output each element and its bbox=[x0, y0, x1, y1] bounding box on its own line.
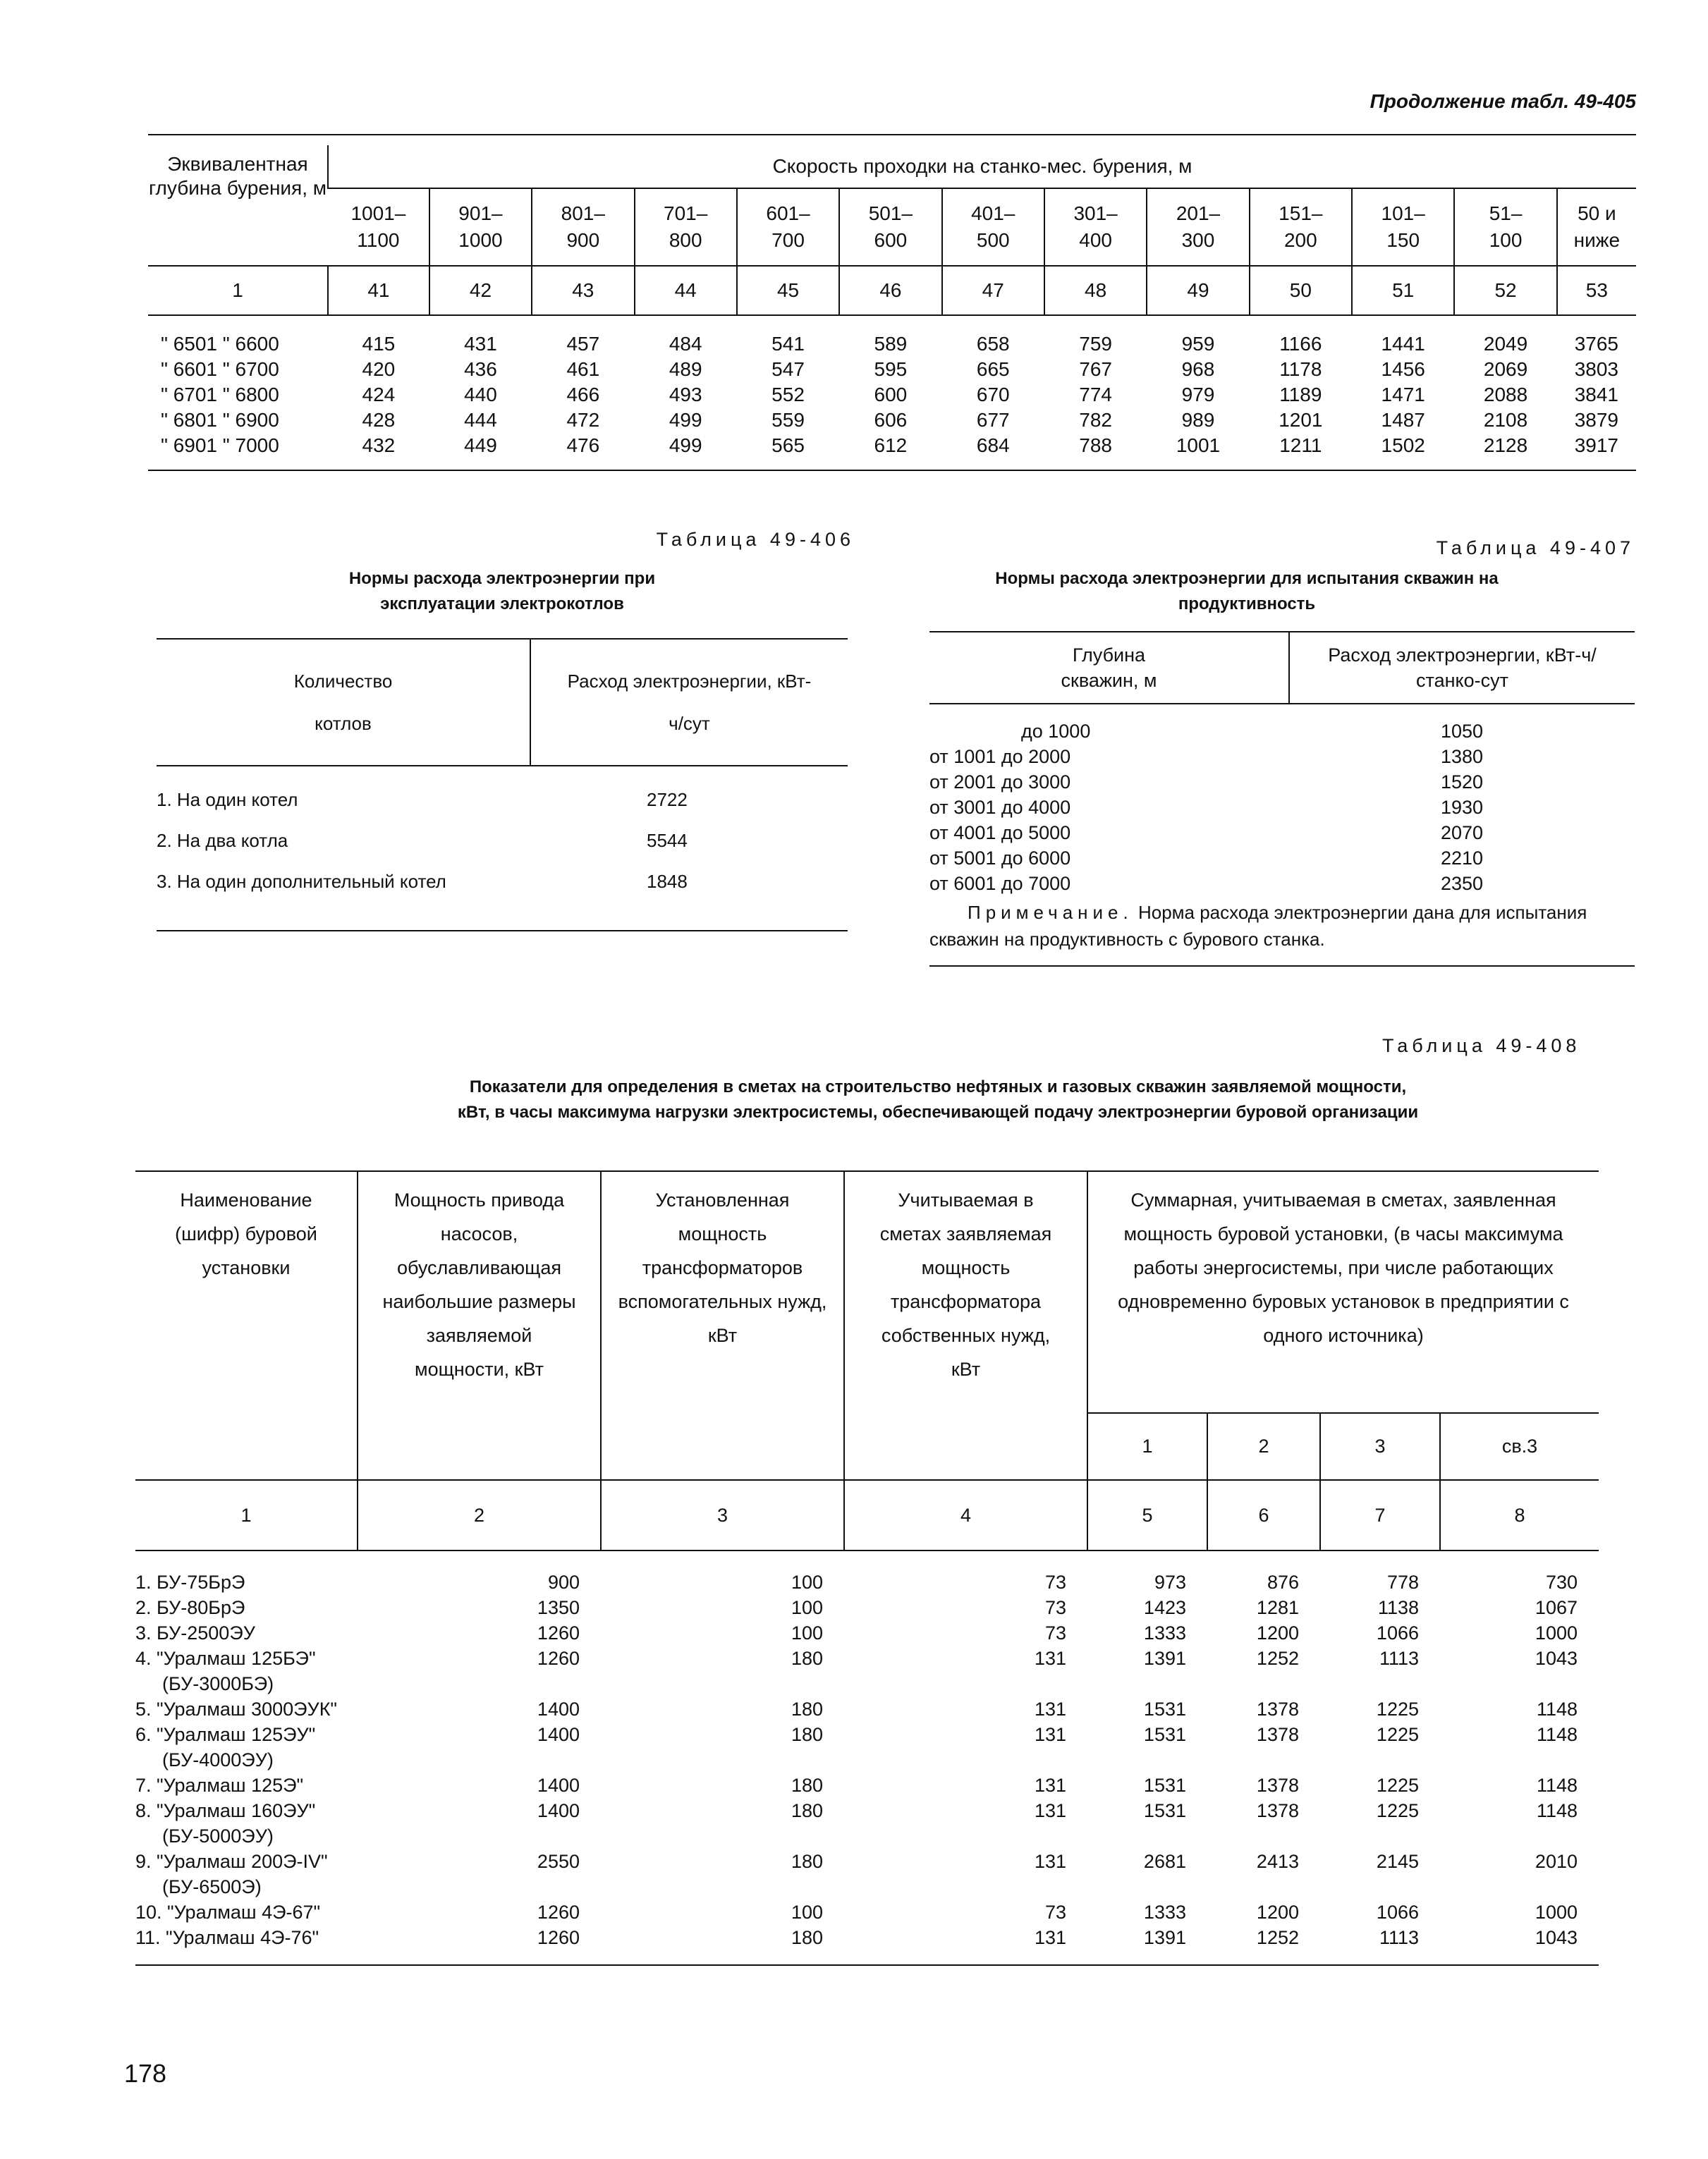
t408-cell: 1066 bbox=[1376, 1622, 1419, 1644]
t405-cell: 499 bbox=[669, 409, 702, 431]
table-row bbox=[148, 357, 1636, 382]
t408-cell: 100 bbox=[791, 1572, 823, 1593]
table-405 bbox=[148, 145, 1636, 458]
t405-cell: 3841 bbox=[1574, 384, 1619, 405]
t405-cell: 2128 bbox=[1483, 434, 1528, 456]
table-405-bottom-rule bbox=[148, 470, 1636, 471]
t405-col-number: 49 bbox=[1147, 266, 1249, 315]
t407-value: 2070 bbox=[1440, 822, 1484, 843]
t408-cell: 1400 bbox=[537, 1724, 580, 1745]
t405-cell: 677 bbox=[976, 409, 1010, 431]
t405-cell: 1502 bbox=[1381, 434, 1425, 456]
t408-unit-name: 7. "Уралмаш 125Э" bbox=[135, 1775, 304, 1796]
t407-value: 1520 bbox=[1440, 771, 1484, 793]
t408-cell: 73 bbox=[1044, 1572, 1066, 1593]
t408-unit-name: 11. "Уралмаш 4Э-76" bbox=[135, 1927, 319, 1948]
t408-cell: 1531 bbox=[1143, 1800, 1186, 1821]
t408-cell: 180 bbox=[791, 1648, 823, 1669]
t408-cell: 1000 bbox=[1535, 1622, 1578, 1644]
t408-cell: 1043 bbox=[1535, 1648, 1578, 1669]
t408-cell: 1200 bbox=[1256, 1622, 1299, 1644]
table-407 bbox=[929, 537, 1635, 967]
t408-cell: 180 bbox=[791, 1800, 823, 1821]
t408-title: Показатели для определения в сметах на строительство нефтяных и газовых скважин заявляемой мощности, кВт, в часы максимума нагрузки электросистемы, обеспечивающей подачу электроэнергии буровой организации bbox=[457, 1077, 1419, 1122]
t408-unit-name: 5. "Уралмаш 3000ЭУК" bbox=[135, 1699, 338, 1720]
page-number: 178 bbox=[124, 2059, 167, 2088]
t408-cell: 2413 bbox=[1256, 1851, 1299, 1872]
t408-cell: 730 bbox=[1545, 1572, 1578, 1593]
t406-row-value: 1848 bbox=[647, 870, 688, 892]
t405-cell: 436 bbox=[464, 358, 497, 380]
t408-cell: 1423 bbox=[1143, 1597, 1186, 1618]
table-405-top-rule bbox=[148, 134, 1636, 135]
t405-cell: 1441 bbox=[1381, 333, 1425, 355]
t407-header-depth: Глубина скважин, м bbox=[929, 632, 1289, 704]
t405-cell: 415 bbox=[362, 333, 396, 355]
t405-cell: 600 bbox=[874, 384, 908, 405]
t406-caption: Таблица 49-406 bbox=[656, 529, 855, 550]
t405-cell: 476 bbox=[566, 434, 600, 456]
table-row bbox=[135, 1773, 1599, 1798]
t405-cell: 1201 bbox=[1279, 409, 1323, 431]
t405-depth-label: " 6901 " 7000 bbox=[161, 434, 279, 456]
t408-unit-name: 6. "Уралмаш 125ЭУ" (БУ-4000ЭУ) bbox=[135, 1724, 316, 1770]
t408-cell: 1225 bbox=[1376, 1800, 1419, 1821]
page-header: Продолжение табл. 49-405 bbox=[1370, 90, 1636, 112]
t405-col-number: 51 bbox=[1352, 266, 1454, 315]
t408-cell: 1148 bbox=[1536, 1699, 1578, 1720]
t408-cell: 1067 bbox=[1535, 1597, 1578, 1618]
t408-subheader: св.3 bbox=[1440, 1413, 1599, 1480]
t408-cell: 1378 bbox=[1256, 1800, 1299, 1821]
table-406 bbox=[157, 529, 855, 931]
t408-cell: 1531 bbox=[1143, 1724, 1186, 1745]
t405-range-header: 1001–1100 bbox=[350, 202, 406, 251]
t405-cell: 684 bbox=[976, 434, 1010, 456]
table-row bbox=[135, 1696, 1599, 1722]
t408-cell: 100 bbox=[791, 1622, 823, 1644]
t405-range-header: 301–400 bbox=[1044, 188, 1147, 266]
t408-cell: 131 bbox=[1034, 1800, 1066, 1821]
t408-cell: 1225 bbox=[1376, 1775, 1419, 1796]
table-row bbox=[135, 1646, 1599, 1696]
t408-unit-name: 1. БУ-75БрЭ bbox=[135, 1572, 245, 1593]
t405-cell: 440 bbox=[464, 384, 497, 405]
t405-cell: 658 bbox=[976, 333, 1010, 355]
t405-col-number: 53 bbox=[1557, 266, 1636, 315]
t405-cell: 1456 bbox=[1381, 358, 1425, 380]
table-row bbox=[148, 331, 1636, 357]
t405-cell: 431 bbox=[464, 333, 497, 355]
t405-cell: 1487 bbox=[1381, 409, 1425, 431]
t405-range-header: 151–200 bbox=[1250, 188, 1352, 266]
t405-col-number: 41 bbox=[328, 266, 429, 315]
table-row bbox=[135, 1900, 1599, 1925]
t408-cell: 1391 bbox=[1143, 1927, 1186, 1948]
t405-cell: 3879 bbox=[1574, 409, 1619, 431]
t408-cell: 1148 bbox=[1536, 1775, 1578, 1796]
t405-cell: 2108 bbox=[1483, 409, 1528, 431]
t407-caption: Таблица 49-407 bbox=[1436, 537, 1635, 558]
table-row bbox=[929, 820, 1635, 845]
t407-note-text: Норма расхода электроэнергии дана для испытания скважин на продуктивность с бурового станка. bbox=[929, 902, 1587, 950]
t405-cell: 499 bbox=[669, 434, 702, 456]
t405-cell: 1001 bbox=[1176, 434, 1221, 456]
t408-unit-name: 2. БУ-80БрЭ bbox=[135, 1597, 245, 1618]
t407-note-label: Примечание. bbox=[968, 902, 1133, 923]
t405-cell: 449 bbox=[464, 434, 497, 456]
table-row bbox=[157, 861, 848, 902]
t405-range-header: 50 и ниже bbox=[1557, 188, 1636, 266]
t405-cell: 565 bbox=[771, 434, 805, 456]
t405-cell: 1166 bbox=[1279, 333, 1322, 355]
t408-col-number: 4 bbox=[844, 1480, 1087, 1551]
t405-col-number: 44 bbox=[635, 266, 737, 315]
t405-col-number: 52 bbox=[1454, 266, 1556, 315]
t408-header-transformers: Установленная мощность трансформаторов вспомогательных нужд, кВт bbox=[601, 1170, 844, 1480]
t405-col-number: 42 bbox=[429, 266, 532, 315]
t408-cell: 1531 bbox=[1143, 1775, 1186, 1796]
t408-cell: 1000 bbox=[1535, 1902, 1578, 1923]
t407-value: 1380 bbox=[1440, 746, 1484, 767]
t405-cell: 3917 bbox=[1574, 434, 1619, 456]
t408-header-pump: Мощность привода насосов, обуславливающая наибольшие размеры заявляемой мощности, кВт bbox=[358, 1170, 601, 1480]
t408-cell: 1260 bbox=[537, 1927, 580, 1948]
t408-col-number: 6 bbox=[1207, 1480, 1320, 1551]
t408-cell: 778 bbox=[1386, 1572, 1419, 1593]
t408-cell: 131 bbox=[1034, 1648, 1066, 1669]
t407-depth: от 1001 до 2000 bbox=[929, 746, 1071, 767]
t408-cell: 1066 bbox=[1376, 1902, 1419, 1923]
t408-cell: 1260 bbox=[537, 1648, 580, 1669]
t407-value: 2210 bbox=[1440, 848, 1484, 869]
t407-title: Нормы расхода электроэнергии для испытания скважин на продуктивность bbox=[995, 569, 1499, 613]
t408-unit-name: 3. БУ-2500ЭУ bbox=[135, 1622, 255, 1644]
t405-cell: 559 bbox=[771, 409, 805, 431]
t408-unit-name: 4. "Уралмаш 125БЭ" (БУ-3000БЭ) bbox=[135, 1648, 316, 1694]
t405-col-number: 1 bbox=[148, 266, 328, 315]
t408-cell: 1260 bbox=[537, 1902, 580, 1923]
t408-cell: 1043 bbox=[1535, 1927, 1578, 1948]
t408-cell: 900 bbox=[547, 1572, 580, 1593]
t408-cell: 1138 bbox=[1377, 1597, 1419, 1618]
t405-cell: 788 bbox=[1079, 434, 1112, 456]
t408-cell: 2681 bbox=[1143, 1851, 1186, 1872]
t408-col-number: 8 bbox=[1440, 1480, 1599, 1551]
table-row bbox=[929, 795, 1635, 820]
t405-cell: 1189 bbox=[1279, 384, 1322, 405]
t408-cell: 131 bbox=[1034, 1851, 1066, 1872]
t405-cell: 979 bbox=[1181, 384, 1215, 405]
t405-cell: 428 bbox=[362, 409, 396, 431]
t405-cell: 541 bbox=[771, 333, 805, 355]
t405-cell: 2049 bbox=[1483, 333, 1528, 355]
t405-col-number: 46 bbox=[839, 266, 941, 315]
t405-range-header: 501–600 bbox=[839, 188, 941, 266]
t405-range-header: 801–900 bbox=[532, 188, 634, 266]
table-row bbox=[135, 1925, 1599, 1950]
t408-cell: 1113 bbox=[1379, 1927, 1419, 1948]
t405-col-number: 48 bbox=[1044, 266, 1147, 315]
t408-cell: 131 bbox=[1034, 1927, 1066, 1948]
t407-header-consumption: Расход электроэнергии, кВт-ч/станко-сут bbox=[1289, 632, 1635, 704]
t408-cell: 1391 bbox=[1143, 1648, 1186, 1669]
t408-cell: 1333 bbox=[1143, 1622, 1186, 1644]
t405-cell: 612 bbox=[874, 434, 908, 456]
table-row bbox=[929, 718, 1635, 744]
t408-cell: 1400 bbox=[537, 1699, 580, 1720]
t405-range-header: 201–300 bbox=[1147, 188, 1249, 266]
t408-cell: 1252 bbox=[1256, 1927, 1299, 1948]
t405-cell: 547 bbox=[771, 358, 805, 380]
t408-cell: 180 bbox=[791, 1724, 823, 1745]
t407-value: 1930 bbox=[1440, 797, 1484, 818]
t408-cell: 1531 bbox=[1143, 1699, 1186, 1720]
t405-cell: 670 bbox=[976, 384, 1010, 405]
t408-col-number: 3 bbox=[601, 1480, 844, 1551]
t408-cell: 180 bbox=[791, 1927, 823, 1948]
t408-cell: 1260 bbox=[537, 1622, 580, 1644]
t408-unit-name: 8. "Уралмаш 160ЭУ" (БУ-5000ЭУ) bbox=[135, 1800, 316, 1847]
t408-cell: 2550 bbox=[537, 1851, 580, 1872]
t405-cell: 595 bbox=[874, 358, 908, 380]
t408-cell: 1378 bbox=[1256, 1724, 1299, 1745]
t405-cell: 432 bbox=[362, 434, 396, 456]
t408-subheader: 1 bbox=[1087, 1413, 1207, 1480]
t405-col-number: 47 bbox=[942, 266, 1044, 315]
t405-cell: 1178 bbox=[1279, 358, 1322, 380]
t405-cell: 493 bbox=[669, 384, 702, 405]
t405-depth-label: " 6801 " 6900 bbox=[161, 409, 279, 431]
t405-cell: 3803 bbox=[1574, 358, 1619, 380]
t405-cell: 466 bbox=[566, 384, 600, 405]
t408-cell: 180 bbox=[791, 1775, 823, 1796]
t408-cell: 73 bbox=[1044, 1597, 1066, 1618]
t407-note bbox=[929, 899, 1635, 953]
t407-value: 2350 bbox=[1440, 873, 1484, 894]
t408-cell: 131 bbox=[1034, 1775, 1066, 1796]
table-row bbox=[135, 1570, 1599, 1595]
table-row bbox=[148, 408, 1636, 433]
t405-cell: 767 bbox=[1079, 358, 1112, 380]
t405-range-header: 701–800 bbox=[635, 188, 737, 266]
t406-row-label: 3. На один дополнительный котел bbox=[157, 870, 446, 892]
t408-cell: 1252 bbox=[1256, 1648, 1299, 1669]
t405-cell: 968 bbox=[1181, 358, 1215, 380]
t405-cell: 1471 bbox=[1381, 384, 1425, 405]
t408-cell: 1333 bbox=[1143, 1902, 1186, 1923]
t407-depth: до 1000 bbox=[1021, 721, 1091, 742]
t405-cell: 461 bbox=[566, 358, 600, 380]
t408-cell: 180 bbox=[791, 1851, 823, 1872]
t408-cell: 1225 bbox=[1376, 1724, 1419, 1745]
t408-subheader: 3 bbox=[1320, 1413, 1440, 1480]
t408-cell: 1113 bbox=[1379, 1648, 1419, 1669]
t408-cell: 973 bbox=[1154, 1572, 1186, 1593]
t406-header-count: Количество котлов bbox=[157, 639, 530, 766]
t405-depth-label: " 6501 " 6600 bbox=[161, 333, 279, 355]
t405-cell: 1211 bbox=[1279, 434, 1322, 456]
t408-subheader: 2 bbox=[1207, 1413, 1320, 1480]
t408-cell: 1225 bbox=[1376, 1699, 1419, 1720]
table-row bbox=[135, 1595, 1599, 1620]
t405-col-number: 50 bbox=[1250, 266, 1352, 315]
t408-cell: 131 bbox=[1034, 1699, 1066, 1720]
t408-cell: 73 bbox=[1044, 1622, 1066, 1644]
t407-depth: от 5001 до 6000 bbox=[929, 848, 1071, 869]
t405-col1-header: Эквивалентная глубина бурения, м bbox=[148, 153, 327, 199]
t405-range-header: 901–1000 bbox=[429, 188, 532, 266]
t408-cell: 100 bbox=[791, 1597, 823, 1618]
t408-cell: 1400 bbox=[537, 1800, 580, 1821]
t408-cell: 1400 bbox=[537, 1775, 580, 1796]
t406-row-label: 2. На два котла bbox=[157, 829, 288, 851]
t405-cell: 472 bbox=[566, 409, 600, 431]
t405-cell: 489 bbox=[669, 358, 702, 380]
t405-cell: 606 bbox=[874, 409, 908, 431]
t405-cell: 457 bbox=[566, 333, 600, 355]
t408-header-name: Наименование (шифр) буровой установки bbox=[175, 1189, 317, 1278]
t405-cell: 444 bbox=[464, 409, 497, 431]
table-408 bbox=[135, 1170, 1599, 1966]
t406-header-consumption: Расход электроэнергии, кВт-ч/сут bbox=[530, 639, 848, 766]
t405-cell: 665 bbox=[976, 358, 1010, 380]
t408-cell: 73 bbox=[1044, 1902, 1066, 1923]
t408-col-number: 5 bbox=[1087, 1480, 1207, 1551]
table-row bbox=[929, 871, 1635, 896]
t406-row-value: 5544 bbox=[647, 829, 688, 851]
t406-title: Нормы расхода электроэнергии при эксплуатации электрокотлов bbox=[348, 569, 656, 613]
t408-cell: 180 bbox=[791, 1699, 823, 1720]
t405-col-number: 43 bbox=[532, 266, 634, 315]
t405-cell: 424 bbox=[362, 384, 396, 405]
table-row bbox=[135, 1798, 1599, 1849]
t408-header-total: Суммарная, учитываемая в сметах, заявленная мощность буровой установки, (в часы максимума работы энергосистемы, при числе работающих одновременно буровых установок в предприятии с одного источника) bbox=[1087, 1170, 1599, 1413]
t405-col-number: 45 bbox=[737, 266, 839, 315]
table-row bbox=[148, 433, 1636, 458]
t405-depth-label: " 6601 " 6700 bbox=[161, 358, 279, 380]
t405-cell: 484 bbox=[669, 333, 702, 355]
table-row bbox=[929, 769, 1635, 795]
t408-cell: 2145 bbox=[1376, 1851, 1419, 1872]
t408-cell: 1148 bbox=[1536, 1724, 1578, 1745]
t408-unit-name: 10. "Уралмаш 4Э-67" bbox=[135, 1902, 321, 1923]
t408-cell: 1378 bbox=[1256, 1699, 1299, 1720]
t408-cell: 100 bbox=[791, 1902, 823, 1923]
t408-cell: 1148 bbox=[1536, 1800, 1578, 1821]
t405-cell: 759 bbox=[1079, 333, 1112, 355]
t406-row-value: 2722 bbox=[647, 788, 688, 810]
t408-cell: 1350 bbox=[537, 1597, 580, 1618]
t405-range-header: 401–500 bbox=[942, 188, 1044, 266]
t405-range-header: 601–700 bbox=[737, 188, 839, 266]
t406-row-label: 1. На один котел bbox=[157, 788, 298, 810]
t405-cell: 774 bbox=[1079, 384, 1112, 405]
t405-cell: 782 bbox=[1079, 409, 1112, 431]
t405-group-header: Скорость проходки на станко-мес. бурения, м bbox=[328, 145, 1636, 188]
t408-caption: Таблица 49-408 bbox=[1382, 1035, 1581, 1056]
t405-cell: 420 bbox=[362, 358, 396, 380]
t405-cell: 552 bbox=[771, 384, 805, 405]
t408-col-number: 1 bbox=[135, 1480, 358, 1551]
t408-cell: 876 bbox=[1267, 1572, 1299, 1593]
table-row bbox=[135, 1849, 1599, 1900]
t405-range-header: 101–150 bbox=[1352, 188, 1454, 266]
t408-header-accounted: Учитываемая в сметах заявляемая мощность трансформатора собственных нужд, кВт bbox=[844, 1170, 1087, 1480]
t408-cell: 1281 bbox=[1256, 1597, 1299, 1618]
t405-range-header: 51–100 bbox=[1454, 188, 1556, 266]
t408-col-number: 7 bbox=[1320, 1480, 1440, 1551]
t408-cell: 1378 bbox=[1256, 1775, 1299, 1796]
table-row bbox=[157, 820, 848, 861]
t407-depth: от 4001 до 5000 bbox=[929, 822, 1071, 843]
table-row bbox=[929, 845, 1635, 871]
t405-cell: 959 bbox=[1181, 333, 1215, 355]
t407-depth: от 2001 до 3000 bbox=[929, 771, 1071, 793]
table-row bbox=[929, 744, 1635, 769]
t408-unit-name: 9. "Уралмаш 200Э-IV" (БУ-6500Э) bbox=[135, 1851, 328, 1897]
t405-cell: 2088 bbox=[1483, 384, 1528, 405]
table-row bbox=[148, 382, 1636, 408]
t408-cell: 1200 bbox=[1256, 1902, 1299, 1923]
table-row bbox=[157, 779, 848, 820]
t405-cell: 989 bbox=[1181, 409, 1215, 431]
t405-cell: 589 bbox=[874, 333, 908, 355]
t408-col-number: 2 bbox=[358, 1480, 601, 1551]
t407-depth: от 6001 до 7000 bbox=[929, 873, 1071, 894]
t405-cell: 2069 bbox=[1483, 358, 1528, 380]
t407-depth: от 3001 до 4000 bbox=[929, 797, 1071, 818]
t408-cell: 2010 bbox=[1535, 1851, 1578, 1872]
t405-cell: 3765 bbox=[1574, 333, 1619, 355]
table-row bbox=[135, 1722, 1599, 1773]
table-row bbox=[135, 1620, 1599, 1646]
t405-depth-label: " 6701 " 6800 bbox=[161, 384, 279, 405]
t407-value: 1050 bbox=[1440, 721, 1484, 742]
t408-cell: 131 bbox=[1034, 1724, 1066, 1745]
